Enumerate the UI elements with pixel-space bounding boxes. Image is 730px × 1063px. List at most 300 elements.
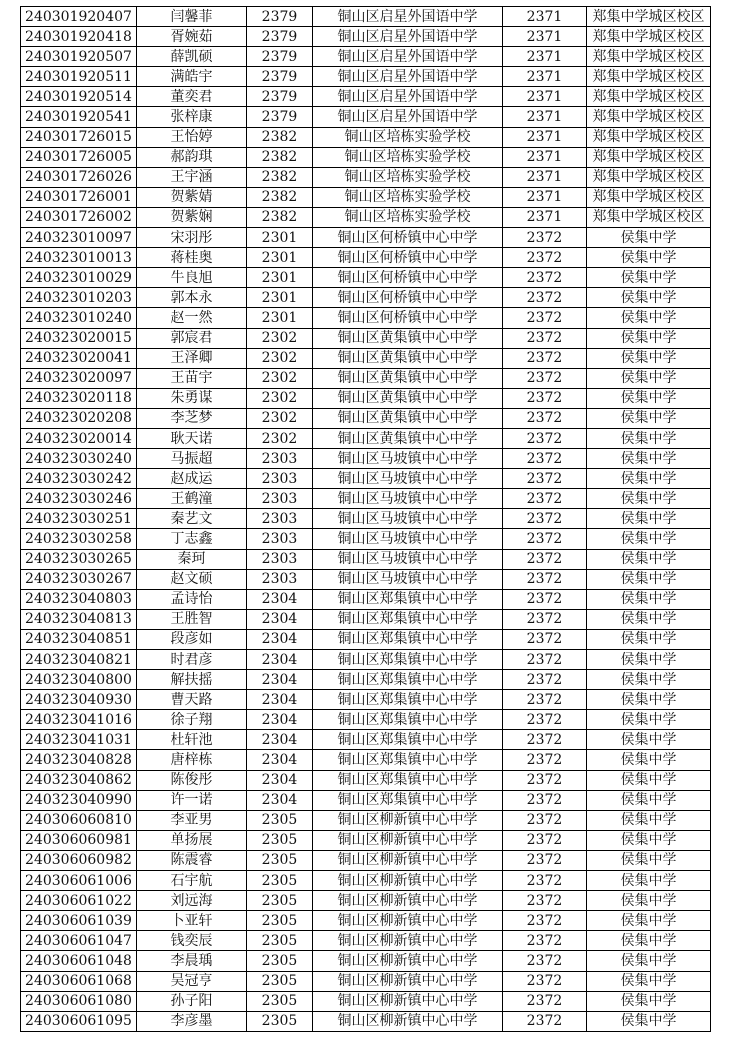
student-name-cell: 郝韵琪 (137, 147, 247, 167)
target-code-cell: 2372 (503, 629, 587, 649)
table-row (21, 1011, 711, 1031)
student-name-cell: 王苗宇 (137, 368, 247, 388)
target-school-cell: 侯集中学 (587, 368, 711, 388)
exam-number-cell: 240323040821 (21, 650, 137, 670)
exam-number-cell: 240323040803 (21, 589, 137, 609)
exam-number-cell: 240306061006 (21, 871, 137, 891)
student-name-cell: 石宇航 (137, 871, 247, 891)
exam-number-cell: 240323020041 (21, 348, 137, 368)
table-row (21, 770, 711, 790)
school-code-cell: 2302 (247, 368, 313, 388)
school-code-cell: 2304 (247, 609, 313, 629)
school-code-cell: 2301 (247, 228, 313, 248)
school-name-cell: 铜山区黄集镇中心中学 (313, 348, 503, 368)
school-name-cell: 铜山区黄集镇中心中学 (313, 408, 503, 428)
school-name-cell: 铜山区培栋实验学校 (313, 147, 503, 167)
exam-number-cell: 240323010240 (21, 308, 137, 328)
exam-number-cell: 240323040800 (21, 670, 137, 690)
table-row (21, 328, 711, 348)
school-name-cell: 铜山区黄集镇中心中学 (313, 428, 503, 448)
school-name-cell: 铜山区郑集镇中心中学 (313, 690, 503, 710)
student-name-cell: 李彦墨 (137, 1011, 247, 1031)
student-name-cell: 郭本永 (137, 288, 247, 308)
student-name-cell: 徐子翔 (137, 710, 247, 730)
table-row (21, 27, 711, 47)
exam-number-cell: 240323041016 (21, 710, 137, 730)
table-row (21, 368, 711, 388)
exam-number-cell: 240323030265 (21, 549, 137, 569)
target-code-cell: 2372 (503, 228, 587, 248)
exam-number-cell: 240301726001 (21, 187, 137, 207)
school-name-cell: 铜山区黄集镇中心中学 (313, 368, 503, 388)
table-row (21, 931, 711, 951)
school-name-cell: 铜山区郑集镇中心中学 (313, 750, 503, 770)
exam-number-cell: 240306061047 (21, 931, 137, 951)
target-school-cell: 侯集中学 (587, 589, 711, 609)
table-row (21, 167, 711, 187)
target-code-cell: 2372 (503, 348, 587, 368)
table-row (21, 710, 711, 730)
school-name-cell: 铜山区柳新镇中心中学 (313, 810, 503, 830)
target-code-cell: 2372 (503, 971, 587, 991)
student-name-cell: 耿天诺 (137, 428, 247, 448)
target-code-cell: 2372 (503, 509, 587, 529)
target-school-cell: 郑集中学城区校区 (587, 87, 711, 107)
table-row (21, 529, 711, 549)
table-row (21, 690, 711, 710)
exam-number-cell: 240323030251 (21, 509, 137, 529)
target-school-cell: 侯集中学 (587, 810, 711, 830)
school-name-cell: 铜山区启星外国语中学 (313, 47, 503, 67)
student-name-cell: 王泽卿 (137, 348, 247, 368)
exam-number-cell: 240323030267 (21, 569, 137, 589)
target-school-cell: 侯集中学 (587, 428, 711, 448)
target-code-cell: 2371 (503, 27, 587, 47)
student-name-cell: 张梓康 (137, 107, 247, 127)
exam-number-cell: 240323020208 (21, 408, 137, 428)
student-name-cell: 赵一然 (137, 308, 247, 328)
school-code-cell: 2379 (247, 67, 313, 87)
school-code-cell: 2303 (247, 469, 313, 489)
exam-number-cell: 240301726005 (21, 147, 137, 167)
exam-number-cell: 240323020118 (21, 388, 137, 408)
student-name-cell: 赵成运 (137, 469, 247, 489)
student-name-cell: 满皓宇 (137, 67, 247, 87)
school-code-cell: 2305 (247, 871, 313, 891)
school-name-cell: 铜山区马坡镇中心中学 (313, 449, 503, 469)
school-code-cell: 2301 (247, 248, 313, 268)
table-row (21, 348, 711, 368)
student-name-cell: 吴冠亨 (137, 971, 247, 991)
table-row (21, 469, 711, 489)
school-code-cell: 2304 (247, 650, 313, 670)
school-code-cell: 2305 (247, 911, 313, 931)
school-code-cell: 2303 (247, 549, 313, 569)
target-school-cell: 侯集中学 (587, 228, 711, 248)
target-code-cell: 2372 (503, 549, 587, 569)
school-code-cell: 2302 (247, 428, 313, 448)
target-school-cell: 侯集中学 (587, 951, 711, 971)
student-name-cell: 闫馨菲 (137, 7, 247, 27)
student-name-cell: 牛良旭 (137, 268, 247, 288)
target-school-cell: 侯集中学 (587, 830, 711, 850)
school-code-cell: 2304 (247, 710, 313, 730)
table-row (21, 609, 711, 629)
student-name-cell: 王宇涵 (137, 167, 247, 187)
table-row (21, 509, 711, 529)
school-code-cell: 2305 (247, 951, 313, 971)
school-code-cell: 2304 (247, 790, 313, 810)
table-row (21, 47, 711, 67)
table-row (21, 408, 711, 428)
target-school-cell: 郑集中学城区校区 (587, 147, 711, 167)
student-name-cell: 董奕君 (137, 87, 247, 107)
student-name-cell: 曹天路 (137, 690, 247, 710)
table-row (21, 911, 711, 931)
exam-number-cell: 240323040851 (21, 629, 137, 649)
target-code-cell: 2372 (503, 308, 587, 328)
target-school-cell: 侯集中学 (587, 871, 711, 891)
target-code-cell: 2371 (503, 67, 587, 87)
target-code-cell: 2371 (503, 47, 587, 67)
target-code-cell: 2372 (503, 710, 587, 730)
school-name-cell: 铜山区郑集镇中心中学 (313, 629, 503, 649)
target-school-cell: 郑集中学城区校区 (587, 107, 711, 127)
student-name-cell: 唐梓栋 (137, 750, 247, 770)
target-school-cell: 郑集中学城区校区 (587, 167, 711, 187)
school-name-cell: 铜山区马坡镇中心中学 (313, 529, 503, 549)
target-code-cell: 2371 (503, 207, 587, 227)
target-code-cell: 2372 (503, 690, 587, 710)
target-school-cell: 侯集中学 (587, 388, 711, 408)
exam-number-cell: 240323030240 (21, 449, 137, 469)
table-row (21, 187, 711, 207)
target-school-cell: 侯集中学 (587, 549, 711, 569)
target-code-cell: 2372 (503, 489, 587, 509)
table-row (21, 388, 711, 408)
school-name-cell: 铜山区马坡镇中心中学 (313, 549, 503, 569)
school-name-cell: 铜山区郑集镇中心中学 (313, 770, 503, 790)
target-school-cell: 侯集中学 (587, 408, 711, 428)
target-school-cell: 侯集中学 (587, 770, 711, 790)
exam-number-cell: 240306061068 (21, 971, 137, 991)
exam-number-cell: 240323030242 (21, 469, 137, 489)
school-code-cell: 2305 (247, 931, 313, 951)
student-name-cell: 陈震睿 (137, 850, 247, 870)
target-school-cell: 侯集中学 (587, 1011, 711, 1031)
table-row (21, 248, 711, 268)
target-school-cell: 侯集中学 (587, 328, 711, 348)
school-code-cell: 2303 (247, 509, 313, 529)
school-code-cell: 2305 (247, 1011, 313, 1031)
target-code-cell: 2372 (503, 469, 587, 489)
target-code-cell: 2372 (503, 248, 587, 268)
student-name-cell: 单扬展 (137, 830, 247, 850)
target-school-cell: 侯集中学 (587, 609, 711, 629)
school-code-cell: 2379 (247, 47, 313, 67)
school-code-cell: 2302 (247, 348, 313, 368)
target-code-cell: 2372 (503, 428, 587, 448)
student-name-cell: 郭宸君 (137, 328, 247, 348)
school-name-cell: 铜山区柳新镇中心中学 (313, 911, 503, 931)
school-name-cell: 铜山区郑集镇中心中学 (313, 589, 503, 609)
student-name-cell: 赵文硕 (137, 569, 247, 589)
student-name-cell: 时君彦 (137, 650, 247, 670)
school-name-cell: 铜山区培栋实验学校 (313, 207, 503, 227)
target-code-cell: 2372 (503, 670, 587, 690)
school-code-cell: 2302 (247, 328, 313, 348)
school-name-cell: 铜山区马坡镇中心中学 (313, 469, 503, 489)
exam-number-cell: 240301920511 (21, 67, 137, 87)
target-code-cell: 2372 (503, 609, 587, 629)
school-code-cell: 2305 (247, 971, 313, 991)
target-code-cell: 2372 (503, 770, 587, 790)
school-name-cell: 铜山区培栋实验学校 (313, 127, 503, 147)
exam-number-cell: 240323040813 (21, 609, 137, 629)
exam-number-cell: 240306060981 (21, 830, 137, 850)
student-name-cell: 贺紫婧 (137, 187, 247, 207)
target-code-cell: 2372 (503, 288, 587, 308)
school-name-cell: 铜山区启星外国语中学 (313, 67, 503, 87)
target-code-cell: 2372 (503, 569, 587, 589)
target-school-cell: 侯集中学 (587, 509, 711, 529)
target-school-cell: 侯集中学 (587, 268, 711, 288)
school-name-cell: 铜山区柳新镇中心中学 (313, 991, 503, 1011)
target-school-cell: 郑集中学城区校区 (587, 127, 711, 147)
exam-number-cell: 240306061039 (21, 911, 137, 931)
exam-number-cell: 240323030258 (21, 529, 137, 549)
school-code-cell: 2382 (247, 147, 313, 167)
target-school-cell: 侯集中学 (587, 449, 711, 469)
school-name-cell: 铜山区郑集镇中心中学 (313, 650, 503, 670)
student-name-cell: 钱奕辰 (137, 931, 247, 951)
school-name-cell: 铜山区启星外国语中学 (313, 87, 503, 107)
school-code-cell: 2303 (247, 529, 313, 549)
exam-number-cell: 240301920418 (21, 27, 137, 47)
target-school-cell: 侯集中学 (587, 348, 711, 368)
student-name-cell: 马振超 (137, 449, 247, 469)
school-name-cell: 铜山区何桥镇中心中学 (313, 268, 503, 288)
exam-number-cell: 240323040930 (21, 690, 137, 710)
target-code-cell: 2372 (503, 589, 587, 609)
school-code-cell: 2382 (247, 207, 313, 227)
exam-number-cell: 240306061095 (21, 1011, 137, 1031)
target-code-cell: 2372 (503, 871, 587, 891)
target-code-cell: 2372 (503, 268, 587, 288)
table-row (21, 991, 711, 1011)
school-name-cell: 铜山区启星外国语中学 (313, 107, 503, 127)
student-name-cell: 胥婉茹 (137, 27, 247, 47)
table-row (21, 670, 711, 690)
exam-number-cell: 240323020097 (21, 368, 137, 388)
table-row (21, 7, 711, 27)
school-code-cell: 2305 (247, 991, 313, 1011)
school-name-cell: 铜山区马坡镇中心中学 (313, 489, 503, 509)
target-code-cell: 2372 (503, 388, 587, 408)
target-school-cell: 侯集中学 (587, 790, 711, 810)
target-school-cell: 侯集中学 (587, 288, 711, 308)
school-code-cell: 2379 (247, 7, 313, 27)
school-name-cell: 铜山区柳新镇中心中学 (313, 891, 503, 911)
student-name-cell: 段彦如 (137, 629, 247, 649)
target-code-cell: 2372 (503, 850, 587, 870)
table-row (21, 127, 711, 147)
table-row (21, 228, 711, 248)
table-row (21, 629, 711, 649)
school-name-cell: 铜山区马坡镇中心中学 (313, 509, 503, 529)
table-row (21, 569, 711, 589)
student-name-cell: 贺紫娴 (137, 207, 247, 227)
school-name-cell: 铜山区何桥镇中心中学 (313, 248, 503, 268)
school-name-cell: 铜山区何桥镇中心中学 (313, 288, 503, 308)
target-school-cell: 侯集中学 (587, 971, 711, 991)
target-code-cell: 2372 (503, 790, 587, 810)
roster-table (20, 6, 711, 1032)
student-name-cell: 许一诺 (137, 790, 247, 810)
table-row (21, 107, 711, 127)
student-name-cell: 卜亚轩 (137, 911, 247, 931)
school-name-cell: 铜山区启星外国语中学 (313, 27, 503, 47)
table-row (21, 790, 711, 810)
exam-number-cell: 240301920407 (21, 7, 137, 27)
table-row (21, 87, 711, 107)
exam-number-cell: 240323010203 (21, 288, 137, 308)
target-school-cell: 侯集中学 (587, 850, 711, 870)
exam-number-cell: 240323030246 (21, 489, 137, 509)
student-name-cell: 蒋桂奥 (137, 248, 247, 268)
target-school-cell: 郑集中学城区校区 (587, 27, 711, 47)
target-school-cell: 侯集中学 (587, 469, 711, 489)
school-name-cell: 铜山区柳新镇中心中学 (313, 1011, 503, 1031)
school-code-cell: 2304 (247, 629, 313, 649)
target-school-cell: 郑集中学城区校区 (587, 187, 711, 207)
school-name-cell: 铜山区柳新镇中心中学 (313, 971, 503, 991)
school-name-cell: 铜山区柳新镇中心中学 (313, 931, 503, 951)
student-name-cell: 李亚男 (137, 810, 247, 830)
school-name-cell: 铜山区郑集镇中心中学 (313, 790, 503, 810)
table-row (21, 288, 711, 308)
target-code-cell: 2372 (503, 810, 587, 830)
target-code-cell: 2371 (503, 107, 587, 127)
school-code-cell: 2382 (247, 167, 313, 187)
exam-number-cell: 240301726002 (21, 207, 137, 227)
roster-sheet (20, 6, 710, 1032)
table-row (21, 268, 711, 288)
target-code-cell: 2371 (503, 147, 587, 167)
exam-number-cell: 240323020014 (21, 428, 137, 448)
student-name-cell: 陈俊彤 (137, 770, 247, 790)
target-school-cell: 郑集中学城区校区 (587, 47, 711, 67)
student-name-cell: 李晨瑀 (137, 951, 247, 971)
table-row (21, 67, 711, 87)
school-name-cell: 铜山区黄集镇中心中学 (313, 328, 503, 348)
target-code-cell: 2372 (503, 830, 587, 850)
table-row (21, 308, 711, 328)
target-code-cell: 2372 (503, 529, 587, 549)
table-row (21, 650, 711, 670)
target-school-cell: 侯集中学 (587, 891, 711, 911)
school-code-cell: 2304 (247, 690, 313, 710)
student-name-cell: 王胜智 (137, 609, 247, 629)
table-row (21, 810, 711, 830)
student-name-cell: 丁志鑫 (137, 529, 247, 549)
school-name-cell: 铜山区培栋实验学校 (313, 187, 503, 207)
target-code-cell: 2371 (503, 7, 587, 27)
student-name-cell: 孟诗怡 (137, 589, 247, 609)
student-name-cell: 秦珂 (137, 549, 247, 569)
table-row (21, 428, 711, 448)
exam-number-cell: 240306060982 (21, 850, 137, 870)
target-school-cell: 郑集中学城区校区 (587, 207, 711, 227)
exam-number-cell: 240323040828 (21, 750, 137, 770)
exam-number-cell: 240323010029 (21, 268, 137, 288)
table-row (21, 750, 711, 770)
table-row (21, 207, 711, 227)
target-school-cell: 侯集中学 (587, 569, 711, 589)
school-name-cell: 铜山区启星外国语中学 (313, 7, 503, 27)
school-code-cell: 2302 (247, 388, 313, 408)
target-code-cell: 2372 (503, 328, 587, 348)
school-code-cell: 2304 (247, 730, 313, 750)
exam-number-cell: 240323020015 (21, 328, 137, 348)
target-code-cell: 2372 (503, 891, 587, 911)
table-row (21, 489, 711, 509)
student-name-cell: 王怡婷 (137, 127, 247, 147)
target-school-cell: 郑集中学城区校区 (587, 7, 711, 27)
target-code-cell: 2372 (503, 408, 587, 428)
exam-number-cell: 240323040862 (21, 770, 137, 790)
table-row (21, 891, 711, 911)
table-row (21, 871, 711, 891)
school-name-cell: 铜山区马坡镇中心中学 (313, 569, 503, 589)
exam-number-cell: 240301920514 (21, 87, 137, 107)
school-code-cell: 2379 (247, 27, 313, 47)
target-school-cell: 侯集中学 (587, 308, 711, 328)
exam-number-cell: 240301726015 (21, 127, 137, 147)
target-code-cell: 2372 (503, 368, 587, 388)
school-name-cell: 铜山区柳新镇中心中学 (313, 951, 503, 971)
school-code-cell: 2304 (247, 750, 313, 770)
target-code-cell: 2371 (503, 167, 587, 187)
student-name-cell: 薛凯硕 (137, 47, 247, 67)
target-school-cell: 侯集中学 (587, 489, 711, 509)
school-name-cell: 铜山区郑集镇中心中学 (313, 670, 503, 690)
school-code-cell: 2305 (247, 830, 313, 850)
student-name-cell: 宋羽彤 (137, 228, 247, 248)
target-school-cell: 侯集中学 (587, 931, 711, 951)
student-name-cell: 解扶摇 (137, 670, 247, 690)
target-code-cell: 2371 (503, 187, 587, 207)
roster-table-body (21, 7, 711, 1032)
table-row (21, 449, 711, 469)
target-code-cell: 2372 (503, 750, 587, 770)
target-code-cell: 2372 (503, 650, 587, 670)
target-school-cell: 侯集中学 (587, 991, 711, 1011)
table-row (21, 830, 711, 850)
student-name-cell: 李芝梦 (137, 408, 247, 428)
target-school-cell: 侯集中学 (587, 529, 711, 549)
school-code-cell: 2304 (247, 670, 313, 690)
target-school-cell: 侯集中学 (587, 750, 711, 770)
school-code-cell: 2304 (247, 589, 313, 609)
school-name-cell: 铜山区何桥镇中心中学 (313, 308, 503, 328)
target-code-cell: 2372 (503, 991, 587, 1011)
exam-number-cell: 240301726026 (21, 167, 137, 187)
school-code-cell: 2303 (247, 489, 313, 509)
school-code-cell: 2305 (247, 810, 313, 830)
table-row (21, 971, 711, 991)
target-code-cell: 2372 (503, 911, 587, 931)
